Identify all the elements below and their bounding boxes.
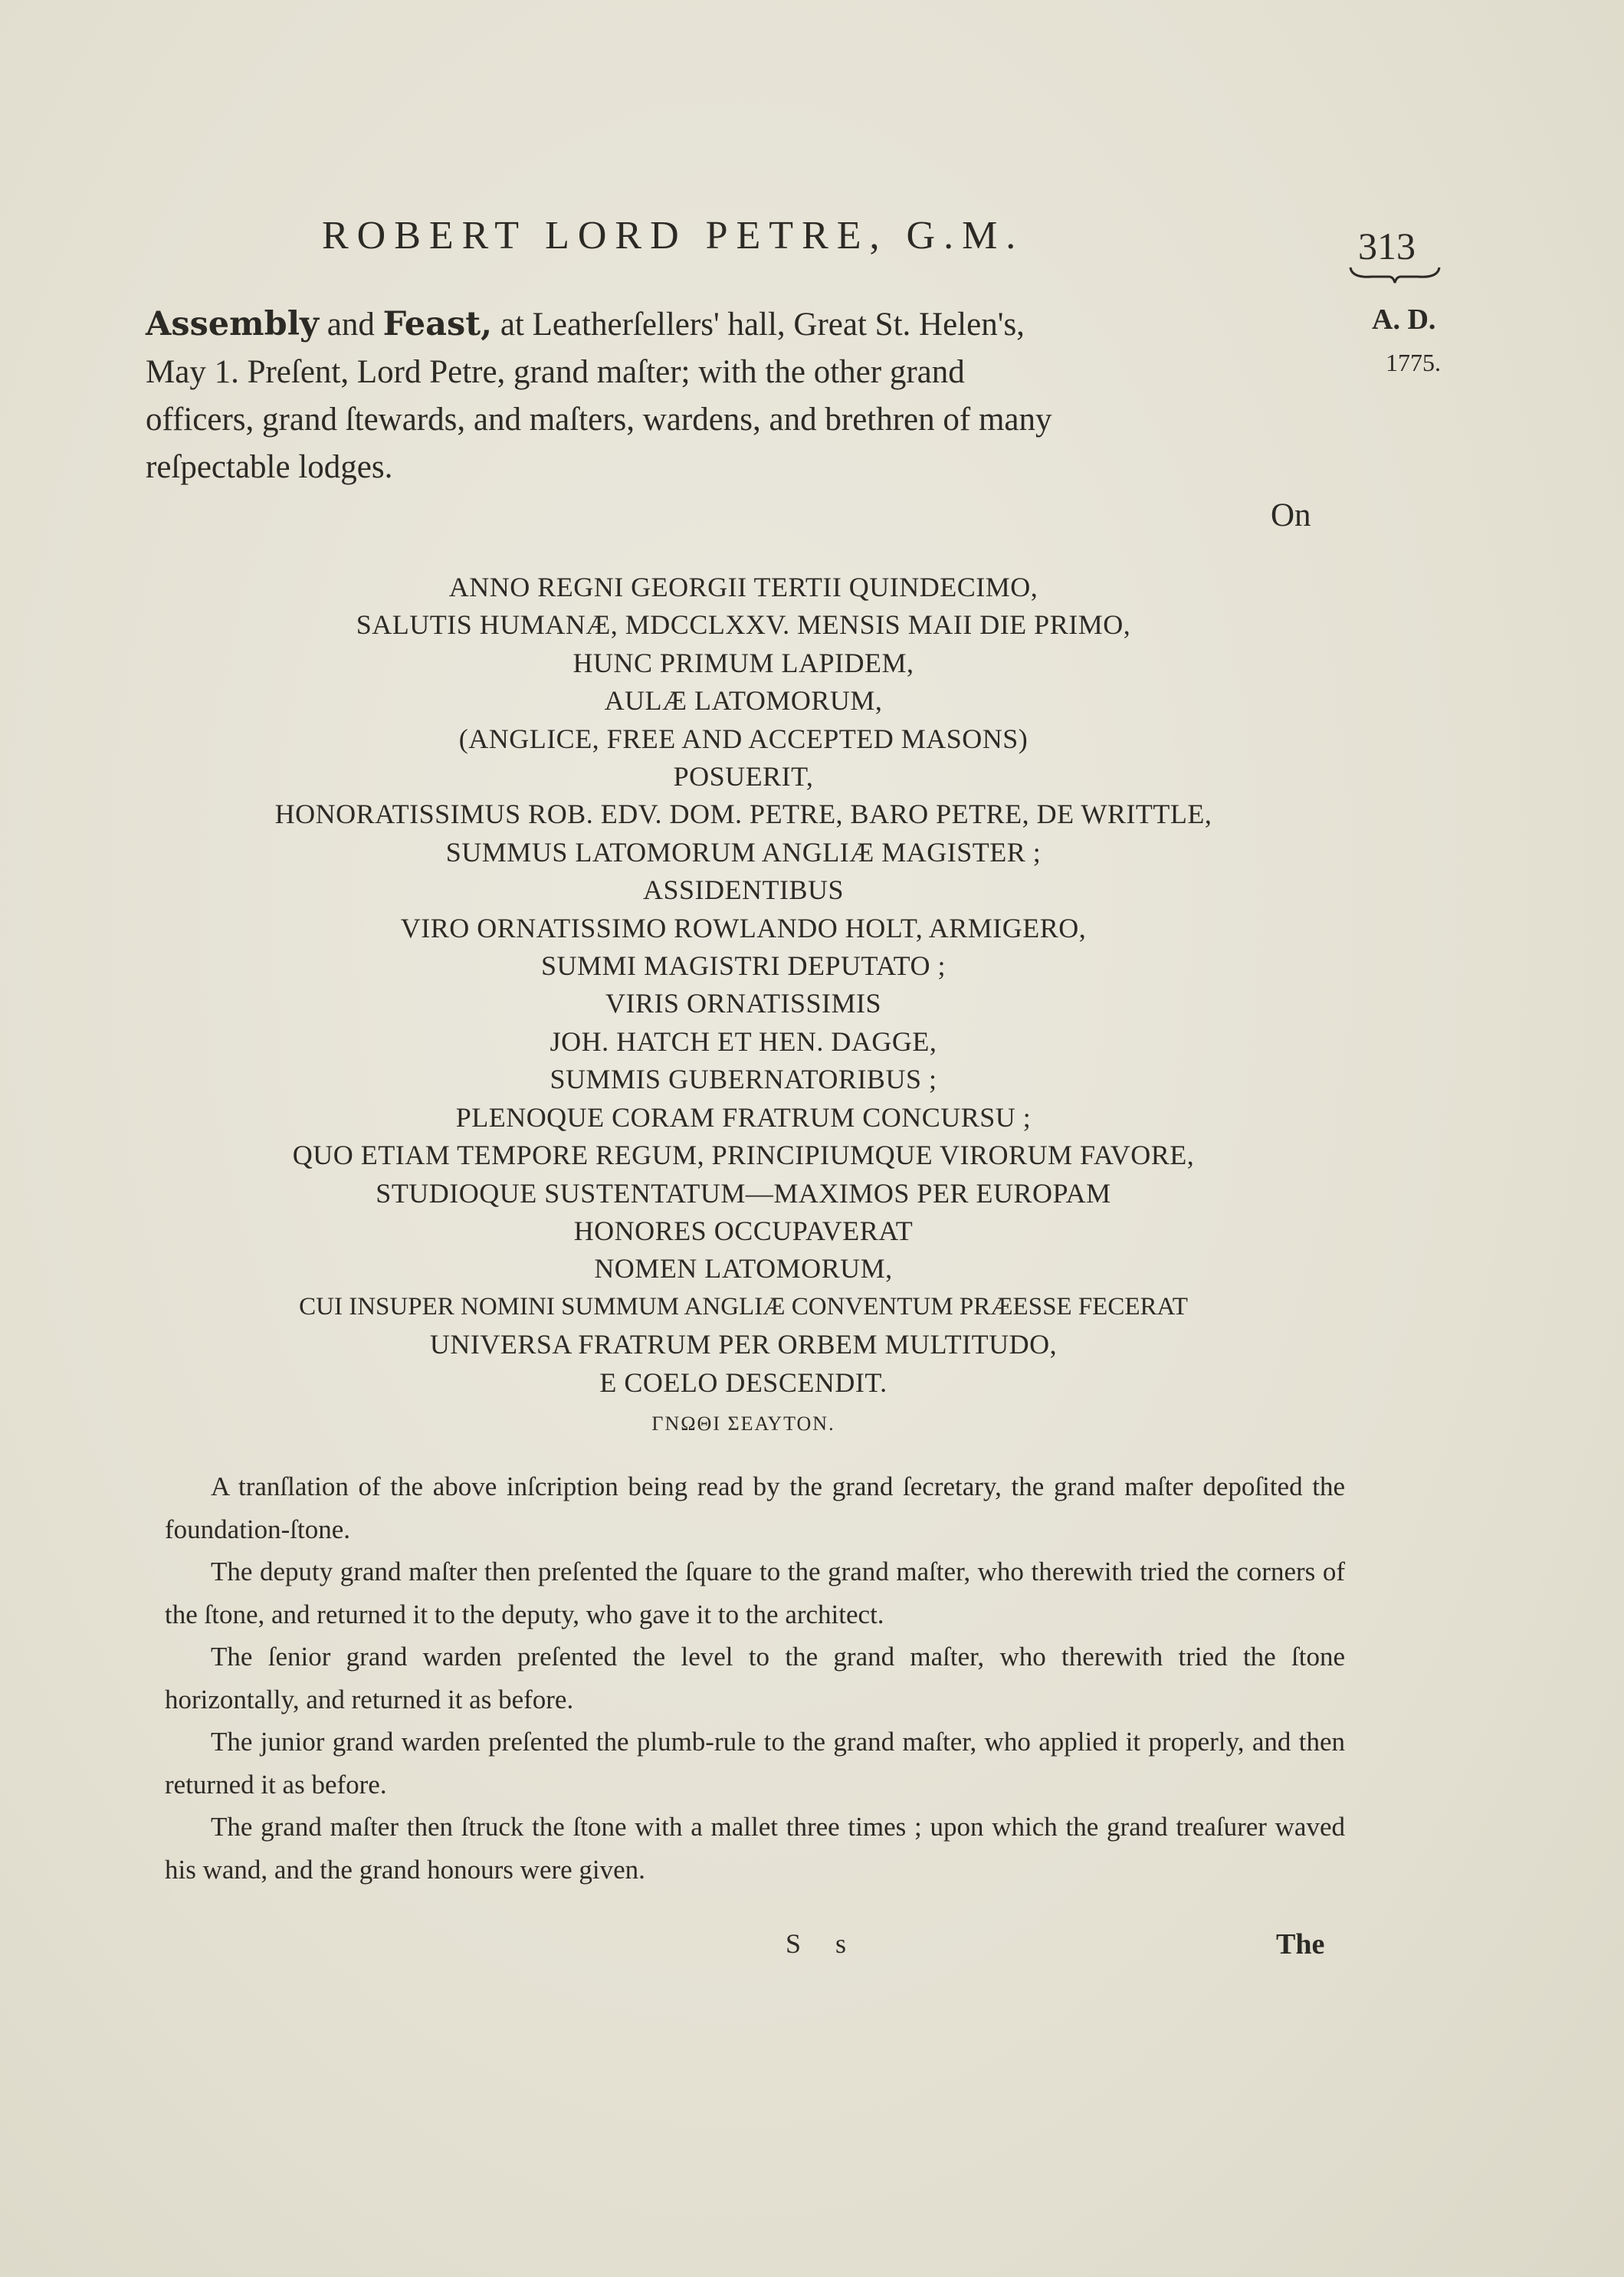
inscription-line: SUMMUS LATOMORUM ANGLIÆ MAGISTER ; [445, 836, 1042, 868]
inscription-line: PLENOQUE CORAM FRATRUM CONCURSU ; [455, 1101, 1032, 1133]
paragraph: The ſenior grand warden preſented the level to the grand maſter, who therewith tried the ſtone horizontally, and returned it as before. [165, 1642, 1345, 1714]
inscription-line: ANNO REGNI GEORGII TERTII QUINDECIMO, [448, 572, 1038, 602]
intro-line-3: officers, grand ſtewards, and maſters, wardens, and brethren of many [146, 402, 1052, 438]
inscription-line: HONORES OCCUPAVERAT [573, 1215, 914, 1246]
paragraph: The grand maſter then ſtruck the ſtone with a mallet three times ; upon which the grand treaſurer waved his wand, and the grand honours were given. [165, 1812, 1345, 1885]
intro-line-1-rest: at Leatherſellers' hall, Great St. Helen's, [492, 307, 1025, 343]
inscription-line: UNIVERSA FRATRUM PER ORBEM MULTITUDO, [429, 1329, 1058, 1360]
inscription-line: VIRO ORNATISSIMO ROWLANDO HOLT, ARMIGERO, [400, 912, 1087, 943]
inscription-line: SUMMI MAGISTRI DEPUTATO ; [541, 950, 946, 982]
inscription-line: ASSIDENTIBUS [642, 874, 845, 906]
inscription-line: SUMMIS GUBERNATORIBUS ; [550, 1064, 937, 1095]
inscription-line: NOMEN LATOMORUM, [594, 1253, 893, 1285]
blackletter-feast: Feast, [382, 305, 493, 343]
catchword-top: On [1271, 497, 1311, 533]
signature-mark: S s [786, 1928, 861, 1959]
intro-line-2: May 1. Preſent, Lord Petre, grand maſter; with the other grand [146, 354, 965, 390]
inscription-line: JOH. HATCH ET HEN. DAGGE, [550, 1025, 937, 1057]
blackletter-assembly: Assembly [146, 305, 320, 343]
inscription-line: (ANGLICE, FREE AND ACCEPTED MASONS) [458, 723, 1029, 754]
ceremony-text [165, 1465, 1345, 1891]
inscription-line: HONORATISSIMUS ROB. EDV. DOM. PETRE, BARO PETRE, DE WRITTLE, [274, 799, 1212, 830]
intro-paragraph [146, 300, 1326, 491]
paragraph: The deputy grand maſter then preſented the ſquare to the grand maſter, who therewith tried the corners of the ſtone, and returned it to the deputy, who gave it to the architect. [165, 1557, 1345, 1629]
paragraph: A tranſlation of the above inſcription being read by the grand ſecretary, the grand maſter depoſited the foundation-ſtone. [165, 1472, 1345, 1544]
margin-ad: A. D. [1372, 303, 1436, 336]
catchword-bottom: The [1276, 1928, 1325, 1960]
greek-motto: ΓΝΩΘΙ ΣΕΑΥΤΟΝ. [651, 1412, 835, 1435]
inscription-line: STUDIOQUE SUSTENTATUM—MAXIMOS PER EUROPAM [376, 1177, 1111, 1209]
inscription-line: SALUTIS HUMANÆ, MDCCLXXV. MENSIS MAII DIE PRIMO, [356, 609, 1131, 641]
inscription-line: POSUERIT, [673, 761, 814, 792]
margin-year: 1775. [1386, 349, 1441, 376]
inscription-line: E COELO DESCENDIT. [599, 1367, 887, 1398]
latin-inscription [146, 569, 1341, 1442]
inscription-line: QUO ETIAM TEMPORE REGUM, PRINCIPIUMQUE VIRORUM FAVORE, [292, 1140, 1195, 1171]
paragraph: The junior grand warden preſented the plumb-rule to the grand maſter, who applied it properly, and then returned it as before. [165, 1727, 1345, 1800]
inscription-line: AULÆ LATOMORUM, [604, 685, 883, 717]
intro-line-4: reſpectable lodges. [146, 449, 393, 485]
inscription-line: HUNC PRIMUM LAPIDEM, [573, 647, 914, 678]
running-head: ROBERT LORD PETRE, G.M. [322, 214, 1025, 258]
inscription-line: VIRIS ORNATISSIMIS [605, 988, 882, 1019]
inscription-line: CUI INSUPER NOMINI SUMMUM ANGLIÆ CONVENTUM PRÆESSE FECERAT [299, 1292, 1188, 1321]
page-number: 313 [1358, 225, 1416, 267]
brace-mark [1349, 264, 1441, 284]
intro-and: and [319, 307, 383, 343]
intro-line-1 [146, 300, 1326, 349]
